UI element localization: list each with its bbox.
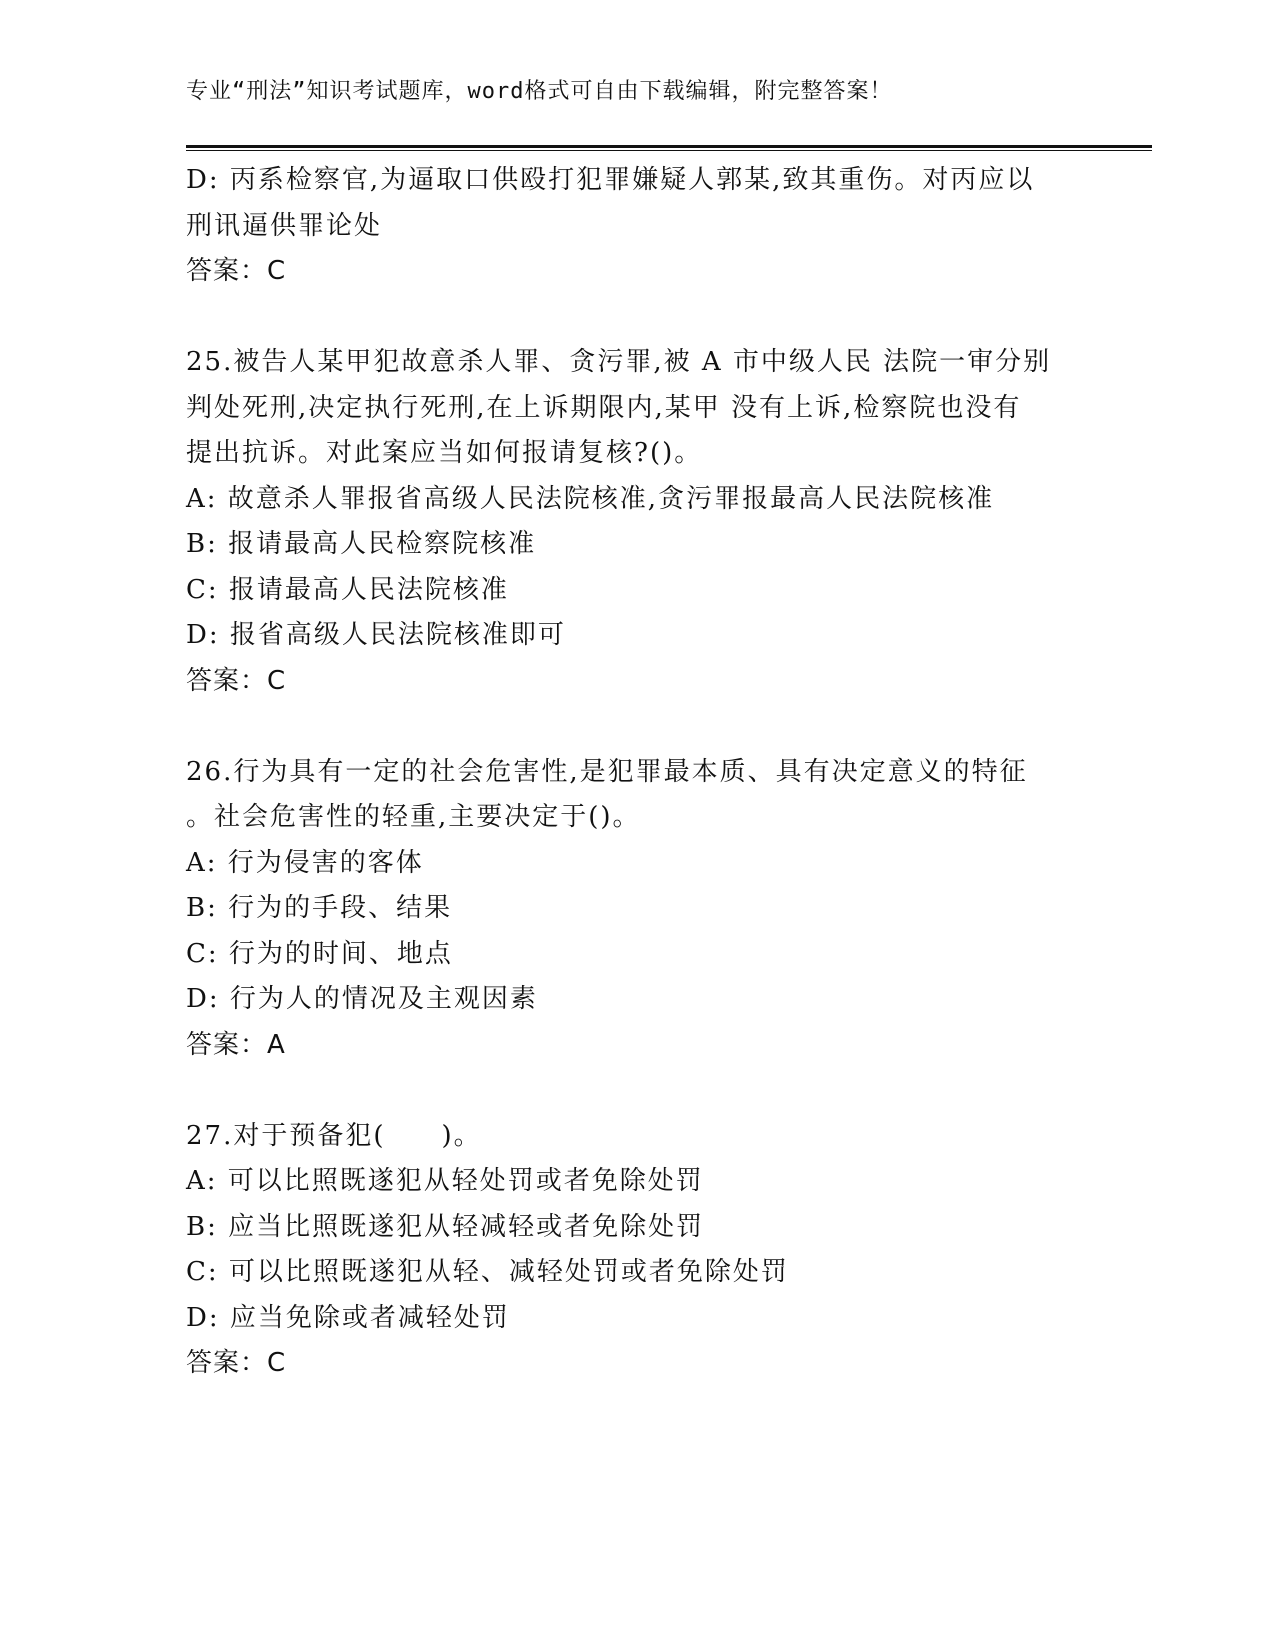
option-b: B: 报请最高人民检察院核准 [186, 529, 537, 559]
answer-line: 答案：C [186, 665, 287, 696]
document-body [186, 158, 1096, 1387]
option-a: A: 故意杀人罪报省高级人民法院核准,贪污罪报最高人民法院核准 [186, 483, 995, 514]
option-c: C: 报请最高人民法院核准 [186, 574, 509, 605]
option-c: C: 可以比照既遂犯从轻、减轻处罚或者免除处罚 [186, 1257, 789, 1287]
question-stem-line: 判处死刑,决定执行死刑,在上诉期限内,某甲 没有上诉,检察院也没有 [186, 392, 1022, 423]
option-d-line: 刑讯逼供罪论处 [186, 210, 383, 241]
page-header: 专业“刑法”知识考试题库，word格式可自由下载编辑，附完整答案！ [186, 79, 893, 104]
spacer [186, 704, 1096, 750]
spacer [186, 295, 1096, 341]
header-divider-thin [186, 150, 1152, 151]
option-a: A: 可以比照既遂犯从轻处罚或者免除处罚 [186, 1166, 704, 1196]
answer-line: 答案：C [186, 1348, 287, 1378]
question-prev-tail [186, 158, 1096, 295]
option-d: D: 应当免除或者减轻处罚 [186, 1302, 510, 1333]
option-d: D: 报省高级人民法院核准即可 [186, 620, 566, 650]
option-b: B: 行为的手段、结果 [186, 893, 453, 923]
question-27 [186, 1114, 1096, 1387]
option-c: C: 行为的时间、地点 [186, 938, 453, 969]
answer-line: 答案：C [186, 256, 287, 286]
question-stem-line: 25.被告人某甲犯故意杀人罪、贪污罪,被 A 市中级人民 法院一审分别 [186, 347, 1052, 377]
question-stem-line: 26.行为具有一定的社会危害性,是犯罪最本质、具有决定意义的特征 [186, 756, 1028, 787]
question-stem-line: 27.对于预备犯( )。 [186, 1120, 482, 1151]
option-d: D: 行为人的情况及主观因素 [186, 984, 538, 1014]
question-stem-line: 。社会危害性的轻重,主要决定于()。 [186, 802, 641, 832]
question-25 [186, 340, 1096, 704]
answer-line: 答案：A [186, 1029, 286, 1060]
question-26 [186, 750, 1096, 1069]
header-divider-thick [186, 145, 1152, 148]
spacer [186, 1068, 1096, 1114]
option-a: A: 行为侵害的客体 [186, 847, 424, 878]
option-d-line: D: 丙系检察官,为逼取口供殴打犯罪嫌疑人郭某,致其重伤。对丙应以 [186, 165, 1035, 195]
option-b: B: 应当比照既遂犯从轻减轻或者免除处罚 [186, 1211, 705, 1242]
question-stem-line: 提出抗诉。对此案应当如何报请复核?()。 [186, 438, 703, 468]
